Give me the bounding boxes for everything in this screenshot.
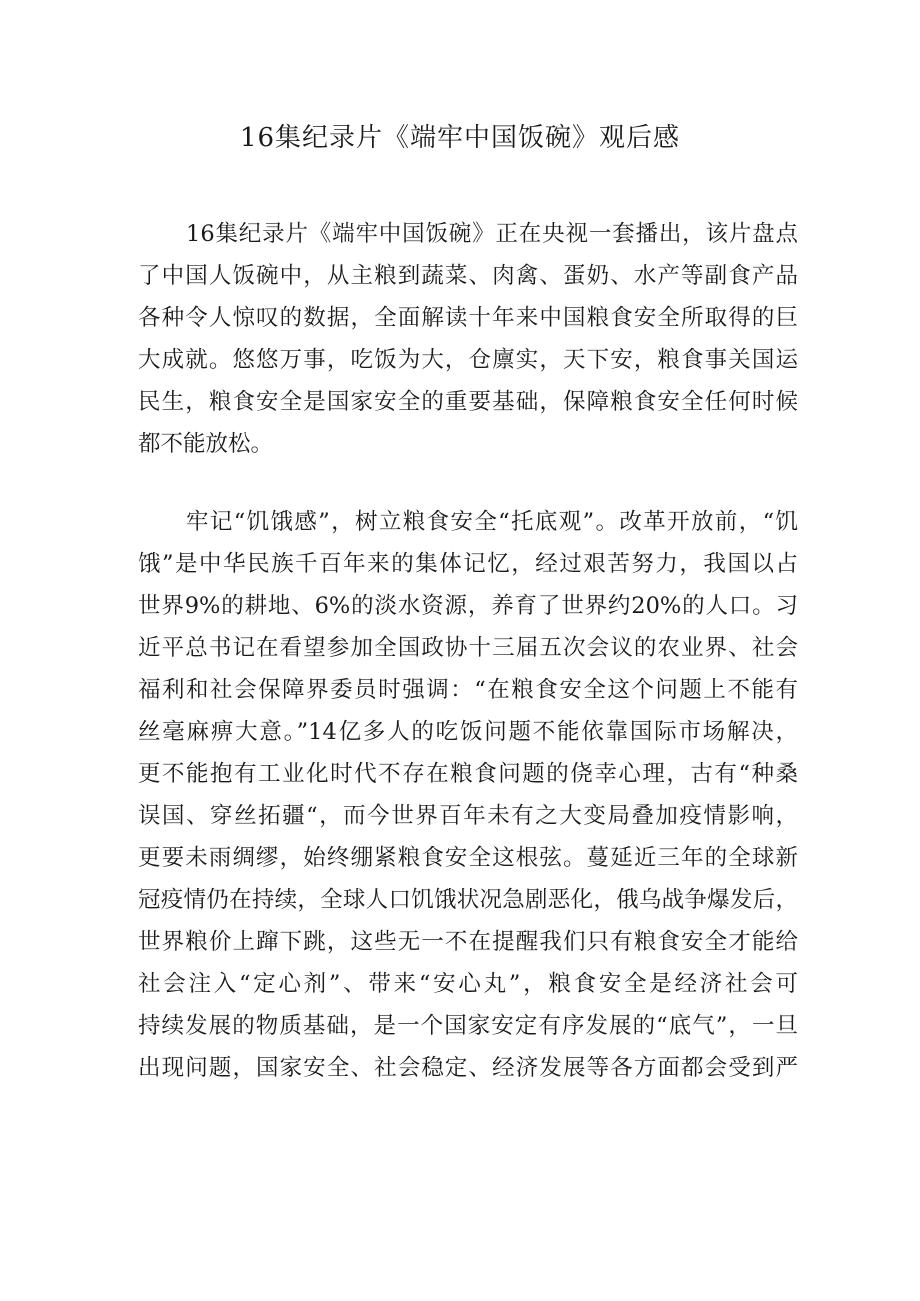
paragraph-line: 民生，粮食安全是国家安全的重要基础，保障粮食安全任何时候 — [138, 389, 798, 415]
paragraph-line: 社会注入“定心剂”、带来“安心丸”，粮食安全是经济社会可 — [138, 971, 798, 997]
paragraph-line: 出现问题，国家安全、社会稳定、经济发展等各方面都会受到严 — [138, 1055, 798, 1081]
paragraph-line: 近平总书记在看望参加全国政协十三届五次会议的农业界、社会 — [138, 635, 798, 661]
paragraph-line: 冠疫情仍在持续，全球人口饥饿状况急剧恶化，俄乌战争爆发后， — [138, 887, 798, 913]
paragraph-line: 福利和社会保障界委员时强调：“在粮食安全这个问题上不能有 — [138, 677, 798, 703]
paragraph-line: 大成就。悠悠万事，吃饭为大，仓廪实，天下安，粮食事关国运 — [138, 347, 798, 373]
paragraph-line: 世界9%的耕地、6%的淡水资源，养育了世界约20%的人口。习 — [138, 593, 798, 619]
paragraph-line: 牢记“饥饿感”，树立粮食安全“托底观”。改革开放前，“饥 — [186, 509, 798, 535]
paragraph-line: 了中国人饭碗中，从主粮到蔬菜、肉禽、蛋奶、水产等副食产品 — [138, 263, 798, 289]
paragraph-line: 都不能放松。 — [138, 431, 274, 457]
paragraph-line: 世界粮价上蹿下跳，这些无一不在提醒我们只有粮食安全才能给 — [138, 929, 798, 955]
paragraph-line: 持续发展的物质基础，是一个国家安定有序发展的“底气”，一旦 — [138, 1013, 798, 1039]
paragraph-line: 饿”是中华民族千百年来的集体记忆，经过艰苦努力，我国以占 — [138, 551, 798, 577]
paragraph-line: 误国、穿丝拓疆“，而今世界百年未有之大变局叠加疫情影响， — [138, 803, 798, 829]
paragraph-line: 16集纪录片《端牢中国饭碗》正在央视一套播出，该片盘点 — [186, 221, 798, 247]
paragraph-line: 更要未雨绸缪，始终绷紧粮食安全这根弦。蔓延近三年的全球新 — [138, 845, 798, 871]
paragraph-line: 各种令人惊叹的数据，全面解读十年来中国粮食安全所取得的巨 — [138, 305, 798, 331]
paragraph-line: 丝毫麻痹大意。”14亿多人的吃饭问题不能依靠国际市场解决， — [138, 719, 798, 745]
document-title: 16集纪录片《端牢中国饭碗》观后感 — [239, 123, 681, 153]
paragraph-line: 更不能抱有工业化时代不存在粮食问题的侥幸心理，古有“种桑 — [138, 761, 798, 787]
